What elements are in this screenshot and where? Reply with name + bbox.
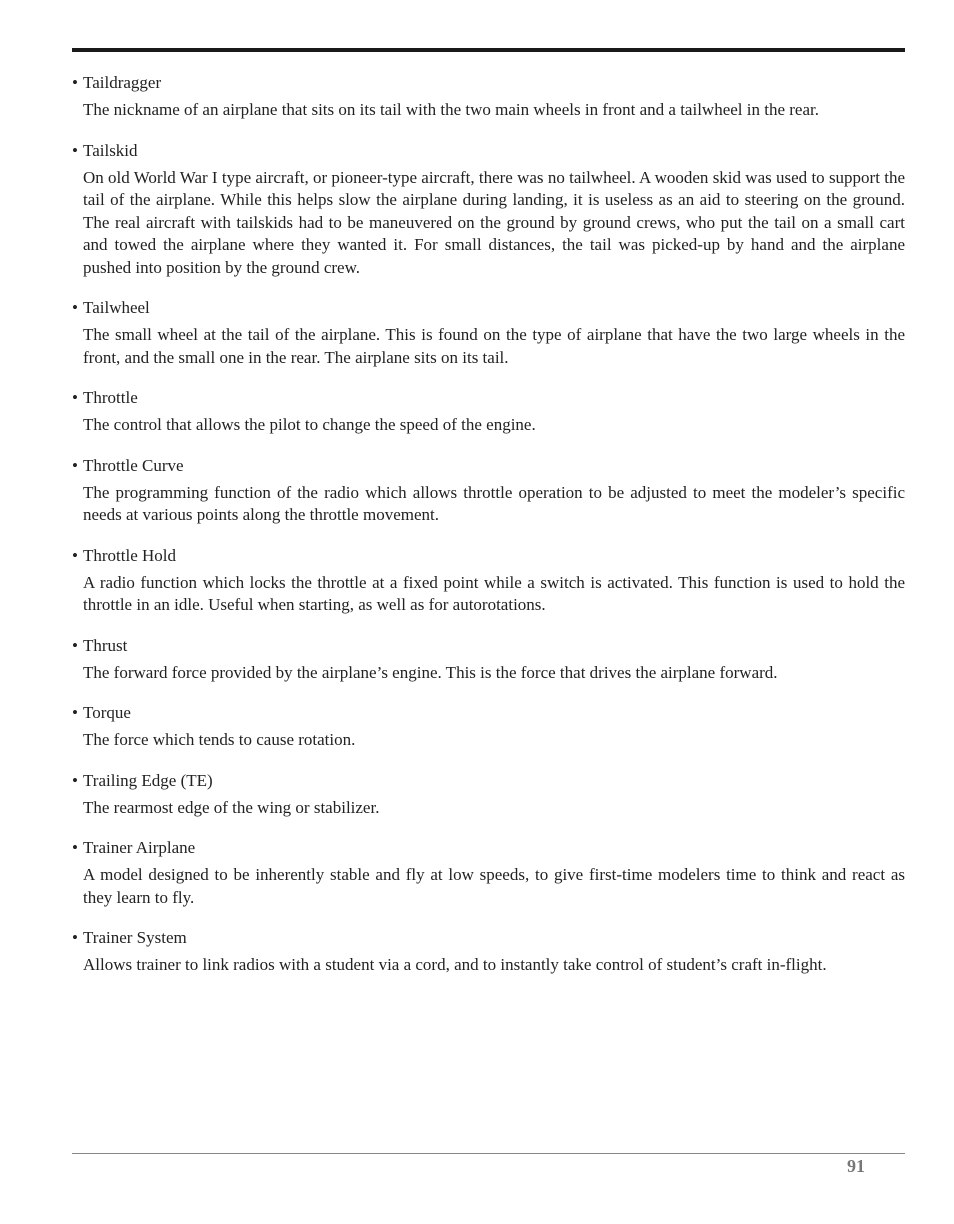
entry-term [72,702,905,724]
bullet-icon: • [72,73,78,92]
entry-term [72,140,905,162]
glossary-entry [72,140,905,280]
entry-definition: A radio function which locks the throttle at a fixed point while a switch is activated. This function is used to hold the throttle in an idle. Useful when starting, as well as for autorotations. [83,572,905,614]
glossary-entry [72,702,905,752]
entry-definition: Allows trainer to link radios with a student via a cord, and to instantly take control of student’s craft in-flight. [83,955,827,974]
bullet-icon: • [72,388,78,407]
term-text: Trainer Airplane [83,838,196,857]
bullet-icon: • [72,298,78,317]
term-text: Tailskid [83,140,138,160]
glossary-entry [72,455,905,527]
term-text: Taildragger [83,73,162,92]
glossary-entries [72,72,905,995]
top-rule [72,48,905,52]
entry-definition: The control that allows the pilot to change the speed of the engine. [83,415,536,434]
bullet-icon: • [72,770,78,790]
entry-term [72,72,905,94]
bullet-icon: • [72,545,78,565]
bullet-icon: • [72,703,78,722]
bullet-icon: • [72,455,78,475]
glossary-entry [72,545,905,617]
term-text: Throttle Hold [83,545,177,565]
term-text: Torque [83,703,131,722]
term-text: Throttle Curve [83,455,184,475]
glossary-entry [72,297,905,369]
entry-term [72,455,905,477]
bullet-icon: • [72,928,78,947]
entry-term [72,635,905,657]
glossary-entry [72,72,905,122]
glossary-entry [72,927,905,977]
glossary-entry [72,635,905,685]
term-text: Tailwheel [83,298,150,317]
entry-definition: The rearmost edge of the wing or stabilizer. [83,797,380,817]
entry-term [72,837,905,859]
bullet-icon: • [72,838,78,857]
entry-term [72,387,905,409]
entry-definition: A model designed to be inherently stable and fly at low speeds, to give first-time modelers time to think and react as they learn to fly. [83,865,905,907]
term-text: Throttle [83,388,138,407]
entry-term [72,927,905,949]
entry-term [72,545,905,567]
glossary-entry [72,837,905,909]
entry-definition: The force which tends to cause rotation. [83,730,356,749]
entry-definition: On old World War I type aircraft, or pioneer-type aircraft, there was no tailwheel. A wooden skid was used to support the tail of the airplane. While this helps slow the airplane during landing, it is useless as an aid to steering on the ground. The real aircraft with tailskids had to be maneuvered on the ground by ground crews, who put the tail on a small cart and towed the airplane where they wanted it. For small distances, the tail was picked-up by hand and the airplane pushed into position by the ground crew. [83,167,905,277]
term-text: Trailing Edge (TE) [83,770,213,790]
entry-term [72,297,905,319]
glossary-entry [72,387,905,437]
term-text: Trainer System [83,928,187,947]
page-number: 91 [847,1156,865,1176]
bullet-icon: • [72,635,78,655]
entry-definition: The programming function of the radio which allows throttle operation to be adjusted to meet the modeler’s specific needs at various points along the throttle movement. [83,482,905,524]
bullet-icon: • [72,140,78,160]
glossary-entry [72,770,905,820]
entry-term [72,770,905,792]
entry-definition: The forward force provided by the airplane’s engine. This is the force that drives the airplane forward. [83,662,778,682]
term-text: Thrust [83,635,128,655]
entry-definition: The small wheel at the tail of the airplane. This is found on the type of airplane that have the two large wheels in the front, and the small one in the rear. The airplane sits on its tail. [83,325,905,367]
footer-rule [72,1153,905,1154]
entry-definition: The nickname of an airplane that sits on its tail with the two main wheels in front and a tailwheel in the rear. [83,100,819,119]
